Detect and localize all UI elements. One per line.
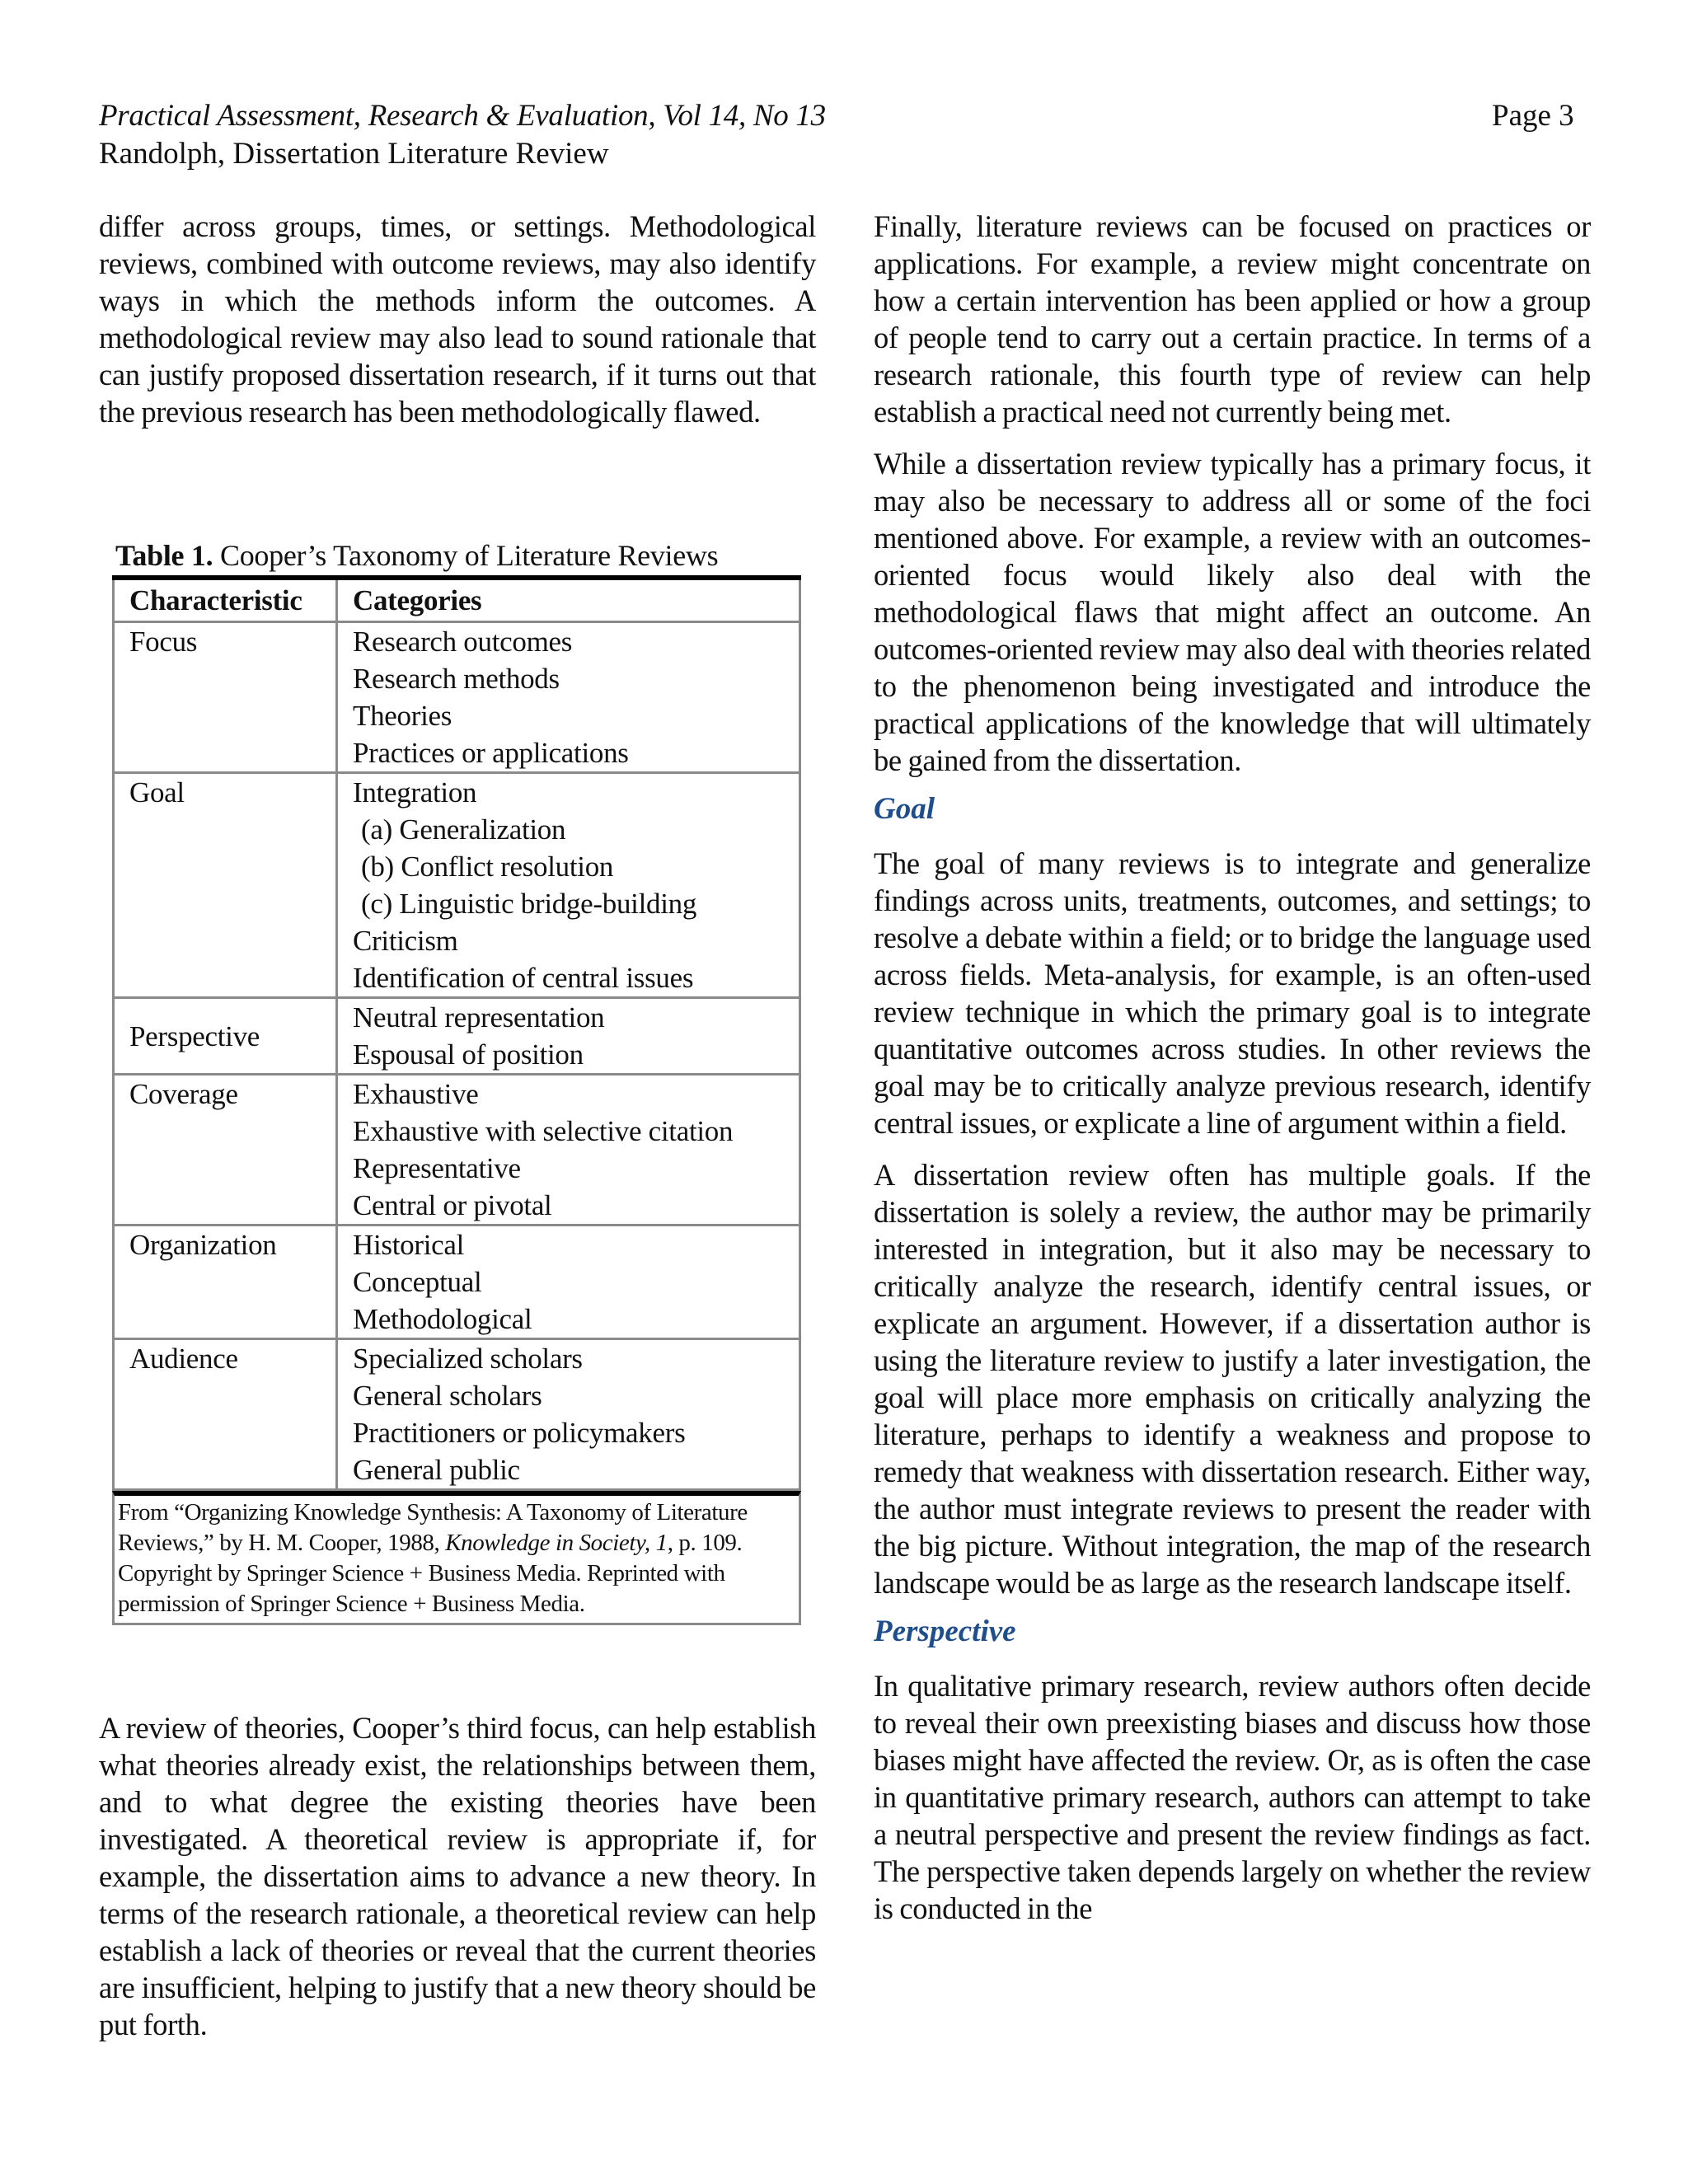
category-item: Research methods — [353, 663, 560, 695]
table-source-note — [112, 1491, 801, 1625]
table-row-coverage — [114, 1075, 800, 1226]
paragraph-practices: Finally, literature reviews can be focused on practices or applications. For example, a review might concentrate on how a certain intervention has been applied or how a group of people tend to carry out a certain practice. In terms of a research rationale, this fourth type of review can help establish a practical need not currently being met. — [874, 209, 1591, 429]
category-item: Representative — [353, 1152, 521, 1184]
header-categories: Categories — [337, 578, 800, 622]
category-item: Practices or applications — [353, 737, 629, 769]
paragraph-theories: A review of theories, Cooper’s third focus, can help establish what theories already exist, the relationships between them, and to what degree the existing theories have been investigated. A theoretical review is appropriate if, for example, the dissertation aims to advance a new theory. In terms of the research rationale, a theoretical review can help establish a lack of theories or reveal that the current theories are insufficient, helping to justify that a new theory should be put forth. — [99, 1711, 816, 2041]
left-column-bottom — [99, 1709, 816, 2043]
table-row-focus — [114, 622, 800, 773]
category-item: Neutral representation — [353, 1001, 605, 1033]
category-item: Exhaustive — [353, 1078, 479, 1110]
table-caption-text: Cooper’s Taxonomy of Literature Reviews — [213, 539, 719, 572]
category-item: Practitioners or policymakers — [353, 1417, 686, 1449]
paragraph-primary-focus: While a dissertation review typically has a primary focus, it may also be necessary to address all or some of the foci mentioned above. For example, a review with an outcomes-oriented focus would likely also deal with the methodological flaws that might affect an outcome. An outcomes-oriented review may also deal with theories related to the phenomenon being investigated and introduce the practical applications of the knowledge that will ultimately be gained from the dissertation. — [874, 447, 1591, 777]
page-number: Page 3 — [1492, 99, 1574, 133]
table-row-goal — [114, 773, 800, 998]
cell-characteristic: Focus — [114, 622, 337, 773]
table-caption — [112, 537, 803, 574]
paragraph-methodological: differ across groups, times, or settings. Methodological reviews, combined with outcome reviews, may also identify ways in which the methods inform the outcomes. A methodological review may also lead to sound rationale that can justify proposed dissertation research, if it turns out that the previous research has been methodologically flawed. — [99, 209, 816, 429]
category-subitem: (b) Conflict resolution — [361, 851, 614, 883]
cell-characteristic: Coverage — [114, 1075, 337, 1226]
note-text: , p. 109. Copyright by Springer Science + Business Media. Reprinted with permission of Springer Science + Business Media. — [118, 1530, 743, 1617]
note-journal-italic: Knowledge in Society, 1 — [445, 1530, 668, 1556]
category-item: Specialized scholars — [353, 1343, 583, 1375]
table-1 — [112, 537, 803, 1625]
paragraph-perspective: In qualitative primary research, review authors often decide to reveal their own preexisting biases and discuss how those biases might have affected the review. Or, as is often the case in quantitative primary research, authors can attempt to take a neutral perspective and present the review findings as fact. The perspective taken depends largely on whether the review is conducted in the — [874, 1669, 1591, 1925]
section-heading-goal: Goal — [874, 792, 935, 826]
category-item: Conceptual — [353, 1266, 482, 1298]
table-header-row — [114, 578, 800, 622]
left-column — [99, 208, 816, 430]
header-characteristic: Characteristic — [114, 578, 337, 622]
taxonomy-table — [112, 575, 801, 1491]
cell-characteristic: Perspective — [114, 998, 337, 1075]
right-column — [874, 208, 1591, 1927]
category-item: Integration — [353, 776, 477, 808]
category-item: Exhaustive with selective citation — [353, 1115, 734, 1147]
cell-characteristic: Goal — [114, 773, 337, 998]
cell-characteristic: Audience — [114, 1339, 337, 1490]
category-item: Theories — [353, 700, 452, 732]
paragraph-goal: The goal of many reviews is to integrate and generalize findings across units, treatments, outcomes, and settings; to resolve a debate within a field; or to bridge the language used across fields. Meta-analysis, for example, is an often-used review technique in which the primary goal is to integrate quantitative outcomes across studies. In other reviews the goal may be to critically analyze previous research, identify central issues, or explicate a line of argument within a field. — [874, 846, 1591, 1140]
category-item: General public — [353, 1454, 520, 1486]
category-item: Historical — [353, 1229, 465, 1261]
cell-categories — [337, 1339, 800, 1490]
category-item: Methodological — [353, 1303, 532, 1335]
category-item: Identification of central issues — [353, 962, 694, 994]
paragraph-multiple-goals: A dissertation review often has multiple goals. If the dissertation is solely a review, the author may be primarily interested in integration, but it also may be necessary to critically analyze the research, identify central issues, or explicate an argument. However, if a dissertation author is using the literature review to justify a later investigation, the goal will place more emphasis on critically analyzing the literature, perhaps to identify a weakness and propose to remedy that weakness with dissertation research. Either way, the author must integrate reviews to present the reader with the big picture. Without integration, the map of the research landscape would be as large as the research landscape itself. — [874, 1158, 1591, 1600]
category-item: Research outcomes — [353, 626, 573, 658]
cell-characteristic: Organization — [114, 1226, 337, 1339]
section-heading-perspective: Perspective — [874, 1615, 1016, 1648]
category-item: Espousal of position — [353, 1038, 584, 1071]
table-row-perspective — [114, 998, 800, 1075]
journal-title: Practical Assessment, Research & Evaluation, Vol 14, No 13 — [99, 99, 826, 133]
cell-categories — [337, 1226, 800, 1339]
category-item: Criticism — [353, 925, 458, 957]
note-text: From “Organizing Knowledge Synthesis: A Taxonomy of Literature Reviews,” by H. M. Cooper, 1988, — [118, 1499, 748, 1556]
table-caption-label: Table 1. — [115, 539, 213, 572]
category-item: Central or pivotal — [353, 1189, 552, 1221]
cell-categories — [337, 773, 800, 998]
cell-categories — [337, 998, 800, 1075]
category-item: General scholars — [353, 1380, 542, 1412]
running-header — [99, 97, 826, 173]
cell-categories — [337, 622, 800, 773]
running-title: Randolph, Dissertation Literature Review — [99, 137, 609, 171]
category-subitem: (a) Generalization — [361, 813, 566, 846]
cell-categories — [337, 1075, 800, 1226]
table-row-audience — [114, 1339, 800, 1490]
category-subitem: (c) Linguistic bridge-building — [361, 888, 697, 920]
table-row-organization — [114, 1226, 800, 1339]
